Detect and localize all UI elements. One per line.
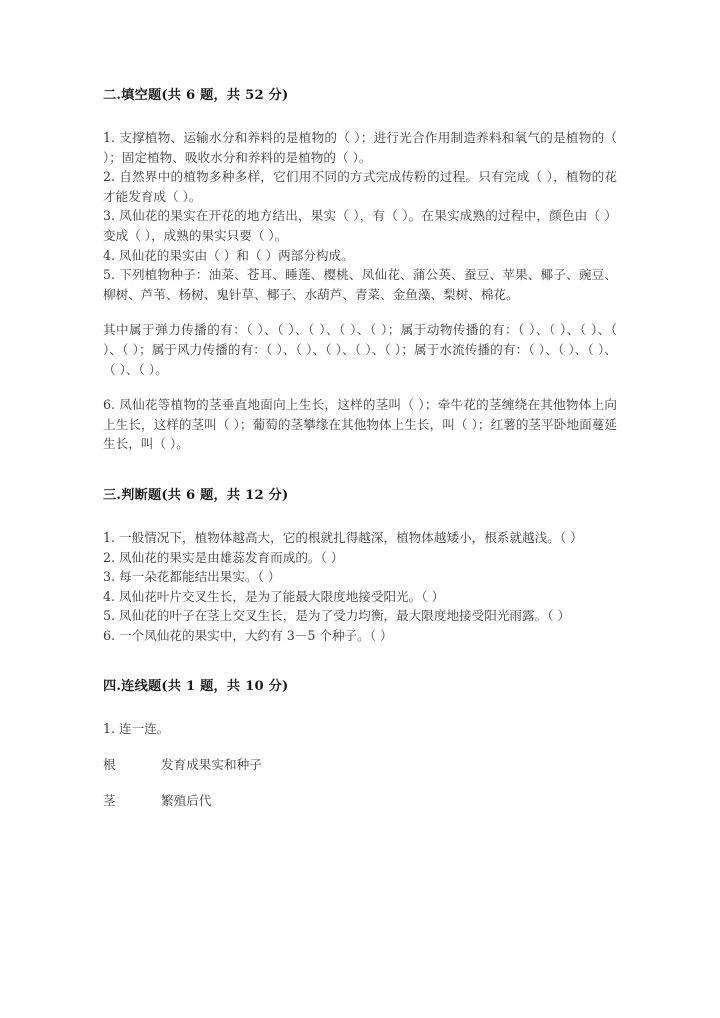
question-fill-3: 3. 凤仙花的果实在开花的地方结出，果实（ ），有（ ）。在果实成熟的过程中，颜色由（ ）变成（ ），成熟的果实只要（ ）。 [103, 208, 617, 243]
spacer [103, 379, 617, 395]
matching-row [103, 755, 617, 775]
question-fill-5-intro: 5. 下列植物种子：油菜、苍耳、睡莲、樱桃、凤仙花、蒲公英、蚕豆、苹果、椰子、豌豆、柳树、芦苇、杨树、鬼针草、椰子、水葫芦、青菜、金鱼藻、梨树、棉花。 [103, 267, 617, 302]
question-fill-6: 6. 凤仙花等植物的茎垂直地面向上生长，这样的茎叫（ ）；牵牛花的茎缠绕在其他物体上向上生长，这样的茎叫（ ）；葡萄的茎攀缘在其他物体上生长，叫（ ）；红薯的茎平卧地面蔓延生长，叫（ ）。 [103, 397, 617, 452]
question-fill-2: 2. 自然界中的植物多种多样，它们用不同的方式完成传粉的过程。只有完成（ ），植物的花才能发育成（ ）。 [103, 169, 617, 204]
section-heading-true-false: 三.判断题(共 6 题，共 12 分) [103, 487, 289, 503]
section-heading-matching: 四.连线题(共 1 题，共 10 分) [103, 679, 289, 695]
matching-left-term: 根 [103, 757, 116, 773]
document-content [103, 86, 617, 810]
question-truefalse-2: 2. 凤仙花的果实是由雄蕊发育而成的。（ ） [103, 549, 344, 565]
matching-right-term: 繁殖后代 [161, 792, 212, 808]
question-matching-prompt: 1. 连一连。 [103, 721, 170, 737]
spacer [103, 506, 617, 528]
spacer [103, 304, 617, 320]
spacer [103, 645, 617, 667]
question-truefalse-5: 5. 凤仙花的叶子在茎上交叉生长，是为了受力均衡，最大限度地接受阳光雨露。（ ） [103, 608, 571, 624]
matching-row [103, 791, 617, 811]
question-truefalse-6: 6. 一个凤仙花的果实中，大约有 3－5 个种子。（ ） [103, 627, 393, 643]
spacer [103, 476, 617, 486]
spacer [103, 775, 617, 791]
question-fill-4: 4. 凤仙花的果实由（ ）和（ ）两部分构成。 [103, 247, 354, 263]
question-truefalse-4: 4. 凤仙花叶片交叉生长，是为了能最大限度地接受阳光。（ ） [103, 588, 445, 604]
matching-left-term: 茎 [103, 792, 116, 808]
matching-right-term: 发育成果实和种子 [161, 757, 262, 773]
question-truefalse-3: 3. 每一朵花都能结出果实。（ ） [103, 569, 281, 585]
spacer [103, 106, 617, 128]
spacer [103, 739, 617, 755]
scan-edge [0, 0, 720, 1]
spacer [103, 667, 617, 677]
spacer [103, 454, 617, 476]
question-truefalse-1: 1. 一般情况下，植物体越高大，它的根就扎得越深，植物体越矮小，根系就越浅。（ ） [103, 529, 583, 545]
question-fill-1: 1. 支撑植物、运输水分和养料的是植物的（ ）；进行光合作用制造养料和氧气的是植物的（ ）；固定植物、吸收水分和养料的是植物的（ ）。 [103, 130, 617, 165]
question-fill-5-body: 其中属于弹力传播的有：（ ）、（ ）、（ ）、（ ）、（ ）；属于动物传播的有：（ ）、（ ）、（ ）、（ ）、（ ）；属于风力传播的有：（ ）、（ ）、（ ）、（ ）、（ ）；属于水流传播的有：（ ）、（ ）、（ ）、（ ）、（ ）。 [103, 322, 617, 377]
spacer [103, 697, 617, 719]
section-heading-fill-in-blank: 二.填空题(共 6 题，共 52 分) [103, 88, 289, 103]
